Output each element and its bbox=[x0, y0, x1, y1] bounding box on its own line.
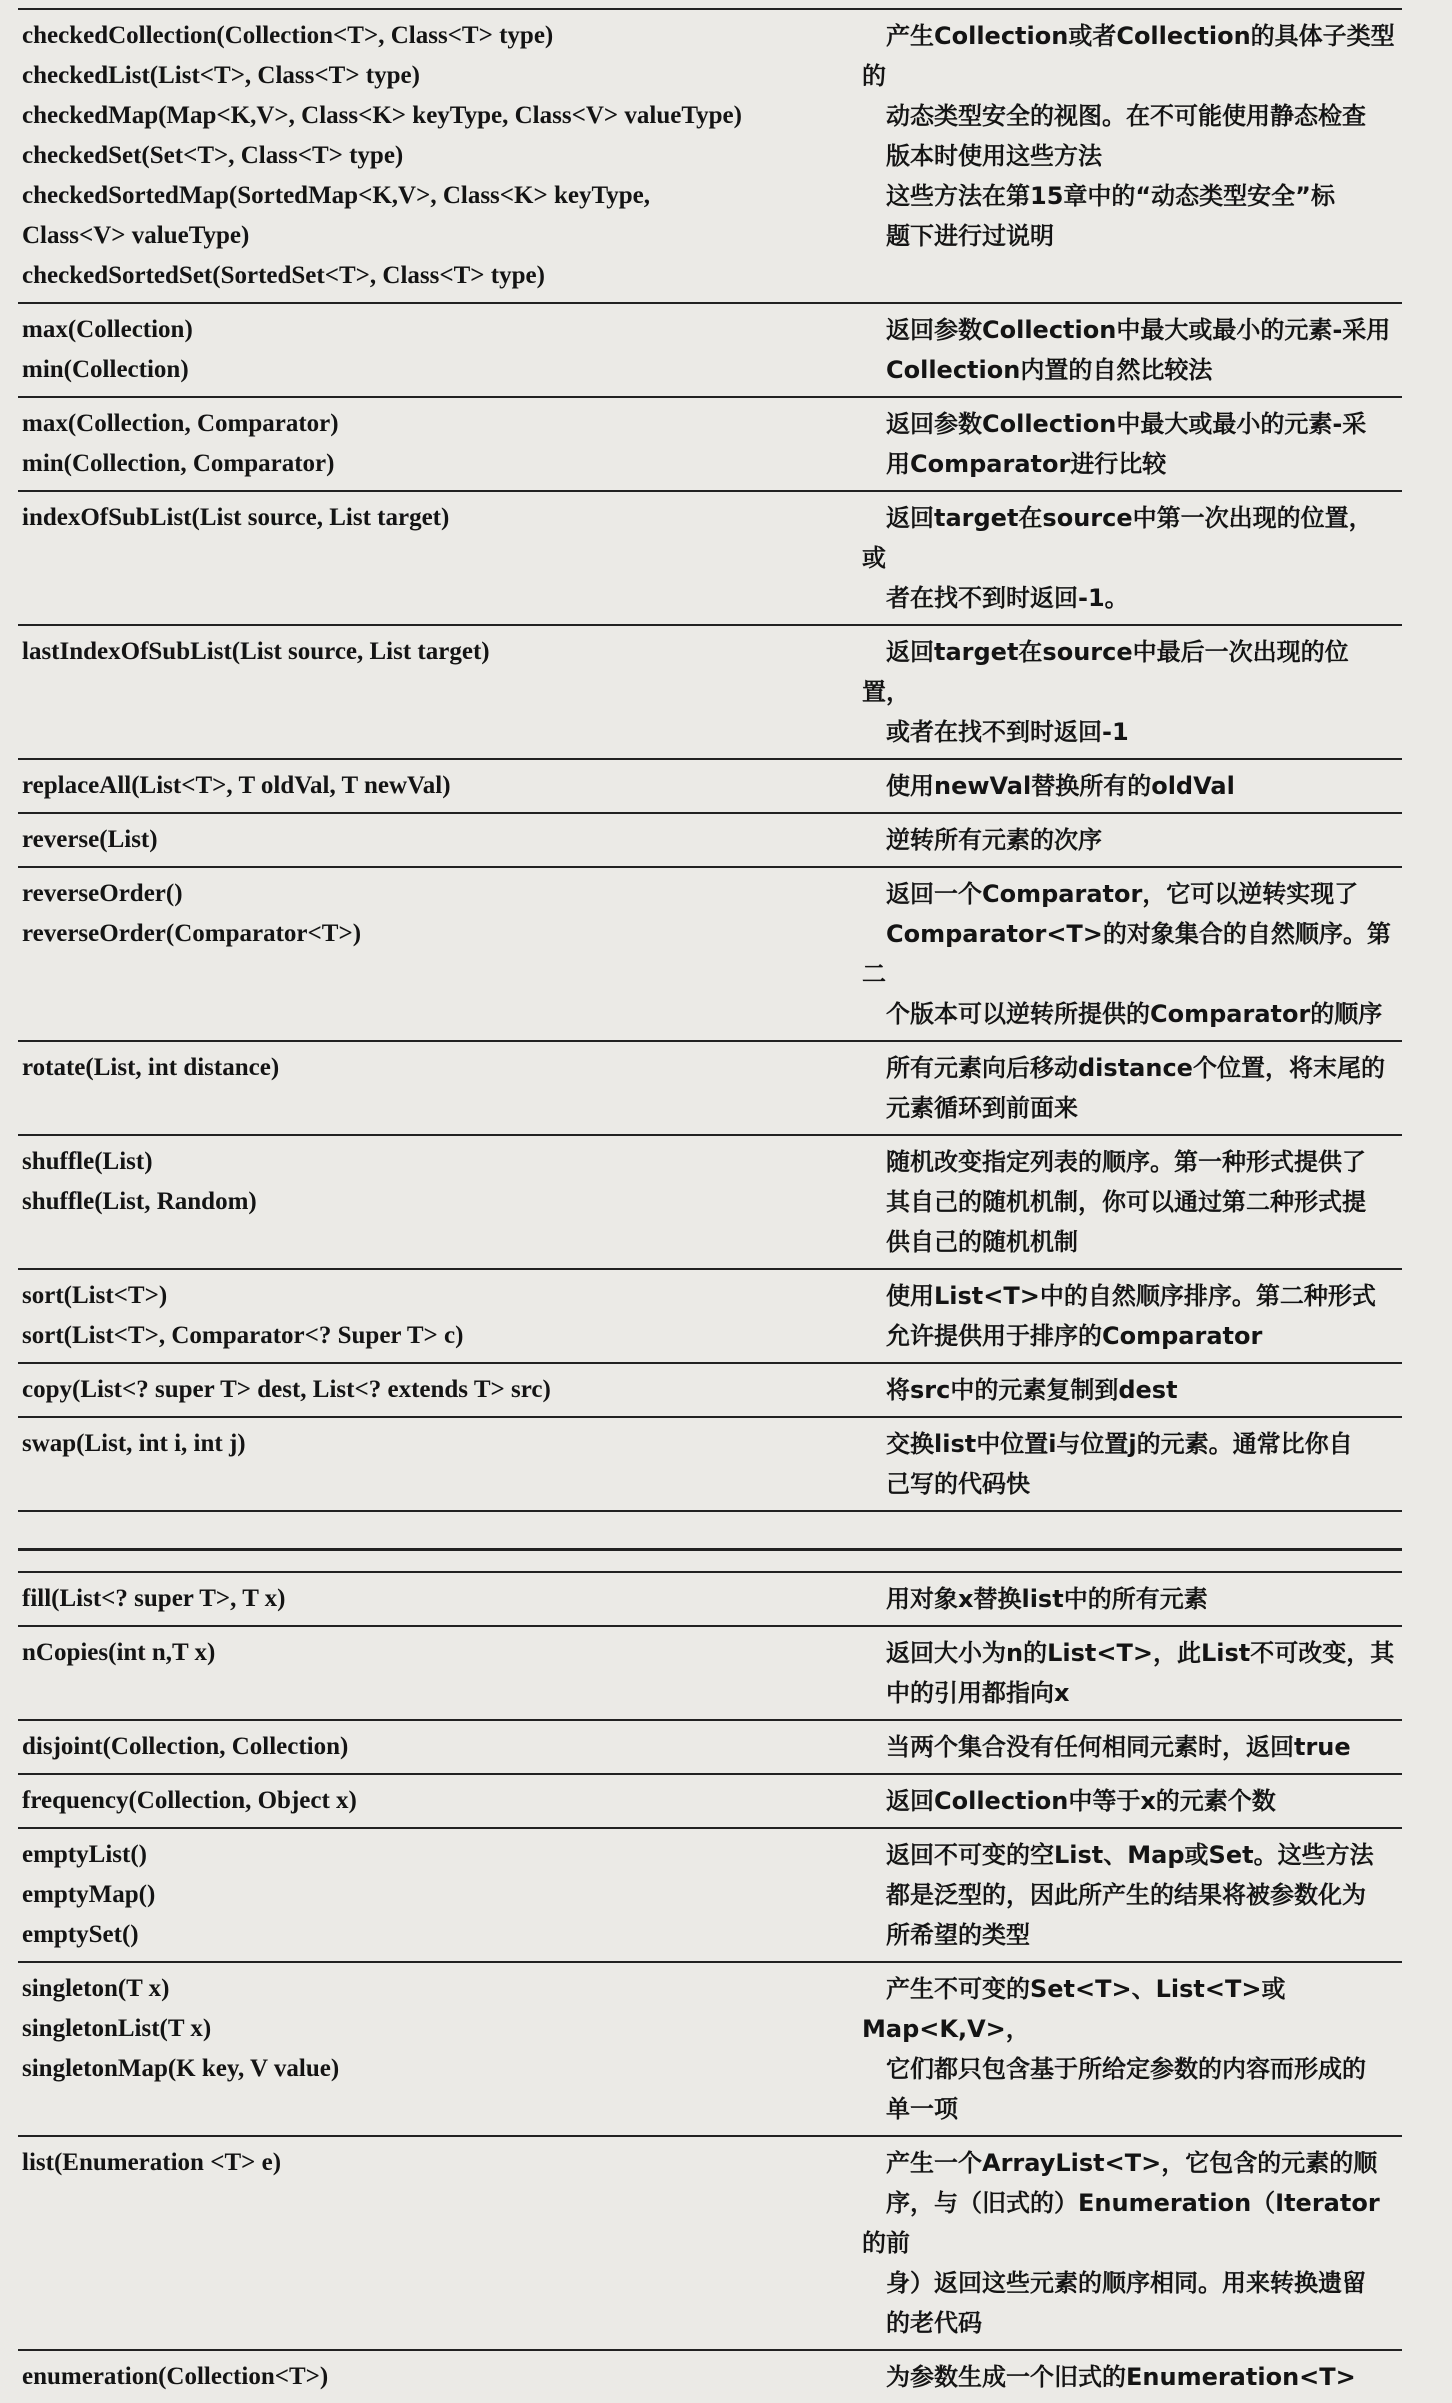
document-page bbox=[0, 8, 1452, 2391]
method-signature: singletonMap(K key, V value) bbox=[22, 2055, 340, 2082]
method-signature: min(Collection, Comparator) bbox=[22, 450, 335, 477]
description-line: 或者在找不到时返回-1 bbox=[886, 718, 1129, 746]
table-row bbox=[18, 868, 1402, 1042]
method-signature: reverse(List) bbox=[22, 826, 158, 853]
description-line: 供自己的随机机制 bbox=[886, 1228, 1078, 1256]
description-line: 返回不可变的空List、Map或Set。这些方法 bbox=[886, 1841, 1374, 1869]
method-signature: checkedCollection(Collection<T>, Class<T> type) bbox=[22, 22, 554, 49]
method-cell bbox=[18, 874, 862, 954]
method-cell bbox=[18, 404, 862, 484]
table-row bbox=[18, 1721, 1402, 1775]
method-signature: reverseOrder(Comparator<T>) bbox=[22, 920, 362, 947]
method-cell bbox=[18, 310, 862, 390]
description-line: 用Comparator进行比较 bbox=[886, 450, 1167, 478]
method-signature: checkedSortedSet(SortedSet<T>, Class<T> type) bbox=[22, 262, 545, 289]
description-line: 返回target在source中最后一次出现的位置， bbox=[862, 638, 1349, 706]
description-cell bbox=[862, 2357, 1402, 2397]
method-signature: frequency(Collection, Object x) bbox=[22, 1787, 357, 1814]
method-signature: singletonList(T x) bbox=[22, 2015, 212, 2042]
description-line: 己写的代码快 bbox=[886, 1470, 1030, 1498]
description-cell bbox=[862, 1835, 1402, 1955]
method-signature: min(Collection) bbox=[22, 356, 189, 383]
description-line: 随机改变指定列表的顺序。第一种形式提供了 bbox=[886, 1148, 1366, 1176]
description-line: 当两个集合没有任何相同元素时，返回true bbox=[886, 1733, 1351, 1761]
method-signature: lastIndexOfSubList(List source, List target) bbox=[22, 638, 490, 665]
method-signature: sort(List<T>) bbox=[22, 1282, 168, 1309]
method-cell bbox=[18, 820, 862, 860]
methods-table-1 bbox=[18, 10, 1402, 1512]
double-rule bbox=[18, 1548, 1402, 1571]
method-signature: sort(List<T>, Comparator<? Super T> c) bbox=[22, 1322, 464, 1349]
method-cell bbox=[18, 498, 862, 538]
method-signature: emptyMap() bbox=[22, 1881, 156, 1908]
description-line: Collection内置的自然比较法 bbox=[886, 356, 1213, 384]
description-cell bbox=[862, 1579, 1402, 1619]
method-signature: emptySet() bbox=[22, 1921, 139, 1948]
description-cell bbox=[862, 1633, 1402, 1713]
method-signature: replaceAll(List<T>, T oldVal, T newVal) bbox=[22, 772, 451, 799]
method-cell bbox=[18, 1969, 862, 2089]
table-row bbox=[18, 1042, 1402, 1136]
method-cell bbox=[18, 1142, 862, 1222]
method-signature: fill(List<? super T>, T x) bbox=[22, 1585, 286, 1612]
method-signature: checkedMap(Map<K,V>, Class<K> keyType, Class<V> valueType) bbox=[22, 102, 742, 129]
table-row bbox=[18, 760, 1402, 814]
description-line: 交换list中位置i与位置j的元素。通常比你自 bbox=[886, 1430, 1353, 1458]
table-row bbox=[18, 1627, 1402, 1721]
table-row bbox=[18, 2351, 1402, 2403]
description-line: 产生不可变的Set<T>、List<T>或Map<K,V>， bbox=[862, 1975, 1286, 2043]
description-line: 返回Collection中等于x的元素个数 bbox=[886, 1787, 1276, 1815]
method-signature: emptyList() bbox=[22, 1841, 147, 1868]
description-line: 产生一个ArrayList<T>，它包含的元素的顺 bbox=[886, 2149, 1378, 2177]
description-cell bbox=[862, 1370, 1402, 1410]
method-cell bbox=[18, 1835, 862, 1955]
description-line: 返回大小为n的List<T>，此List不可改变，其 bbox=[886, 1639, 1395, 1667]
method-cell bbox=[18, 16, 862, 296]
table-row bbox=[18, 1829, 1402, 1963]
description-cell bbox=[862, 310, 1402, 390]
method-signature: reverseOrder() bbox=[22, 880, 183, 907]
description-cell bbox=[862, 820, 1402, 860]
method-signature: disjoint(Collection, Collection) bbox=[22, 1733, 349, 1760]
method-signature: shuffle(List, Random) bbox=[22, 1188, 257, 1215]
table-row bbox=[18, 1364, 1402, 1418]
description-line: 版本时使用这些方法 bbox=[886, 142, 1102, 170]
description-line: 所希望的类型 bbox=[886, 1921, 1030, 1949]
method-signature: swap(List, int i, int j) bbox=[22, 1430, 246, 1457]
table-row bbox=[18, 304, 1402, 398]
description-line: 返回一个Comparator，它可以逆转实现了 bbox=[886, 880, 1359, 908]
table-row bbox=[18, 2137, 1402, 2351]
description-line: 者在找不到时返回-1。 bbox=[886, 584, 1129, 612]
description-line: 返回target在source中第一次出现的位置，或 bbox=[862, 504, 1373, 572]
method-signature: copy(List<? super T> dest, List<? extends T> src) bbox=[22, 1376, 551, 1403]
method-cell bbox=[18, 1633, 862, 1673]
description-cell bbox=[862, 1276, 1402, 1356]
table-row bbox=[18, 1573, 1402, 1627]
method-signature: singleton(T x) bbox=[22, 1975, 170, 2002]
method-signature: list(Enumeration <T> e) bbox=[22, 2149, 282, 2176]
description-line: 都是泛型的，因此所产生的结果将被参数化为 bbox=[886, 1881, 1366, 1909]
description-cell bbox=[862, 16, 1402, 256]
method-cell bbox=[18, 2357, 862, 2397]
description-cell bbox=[862, 1142, 1402, 1262]
method-cell bbox=[18, 1276, 862, 1356]
method-cell bbox=[18, 1781, 862, 1821]
method-signature: nCopies(int n,T x) bbox=[22, 1639, 216, 1666]
method-signature: Class<V> valueType) bbox=[22, 222, 250, 249]
method-cell bbox=[18, 632, 862, 672]
description-line: 身）返回这些元素的顺序相同。用来转换遗留 bbox=[886, 2269, 1366, 2297]
description-line: 序，与（旧式的）Enumeration（Iterator的前 bbox=[862, 2189, 1380, 2257]
methods-table-2 bbox=[18, 1573, 1402, 2403]
table-row bbox=[18, 1963, 1402, 2137]
section-gap bbox=[18, 1512, 1402, 1548]
description-line: 使用List<T>中的自然顺序排序。第二种形式 bbox=[886, 1282, 1376, 1310]
description-line: 它们都只包含基于所给定参数的内容而形成的 bbox=[886, 2055, 1366, 2083]
description-line: 返回参数Collection中最大或最小的元素-采用 bbox=[886, 316, 1391, 344]
description-line: 个版本可以逆转所提供的Comparator的顺序 bbox=[886, 1000, 1383, 1028]
method-cell bbox=[18, 2143, 862, 2183]
description-line: 产生Collection或者Collection的具体子类型的 bbox=[862, 22, 1395, 90]
method-cell bbox=[18, 1579, 862, 1619]
description-cell bbox=[862, 632, 1402, 752]
method-signature: max(Collection, Comparator) bbox=[22, 410, 339, 437]
method-cell bbox=[18, 1370, 862, 1410]
description-cell bbox=[862, 498, 1402, 618]
description-line: 使用newVal替换所有的oldVal bbox=[886, 772, 1235, 800]
description-cell bbox=[862, 404, 1402, 484]
table-row bbox=[18, 10, 1402, 304]
description-line: Comparator<T>的对象集合的自然顺序。第二 bbox=[862, 920, 1391, 988]
description-cell bbox=[862, 1424, 1402, 1504]
method-cell bbox=[18, 1048, 862, 1088]
method-signature: checkedSet(Set<T>, Class<T> type) bbox=[22, 142, 404, 169]
description-line: 允许提供用于排序的Comparator bbox=[886, 1322, 1263, 1350]
table-row bbox=[18, 492, 1402, 626]
description-line: 这些方法在第15章中的“动态类型安全”标 bbox=[886, 182, 1335, 210]
table-row bbox=[18, 1418, 1402, 1512]
table-row bbox=[18, 1270, 1402, 1364]
method-cell bbox=[18, 1424, 862, 1464]
method-signature: rotate(List, int distance) bbox=[22, 1054, 280, 1081]
description-cell bbox=[862, 2143, 1402, 2343]
description-line: 的老代码 bbox=[886, 2309, 982, 2337]
description-cell bbox=[862, 874, 1402, 1034]
description-cell bbox=[862, 766, 1402, 806]
description-line: 中的引用都指向x bbox=[886, 1679, 1070, 1707]
description-line: 题下进行过说明 bbox=[886, 222, 1054, 250]
description-cell bbox=[862, 1048, 1402, 1128]
table-row bbox=[18, 626, 1402, 760]
method-signature: checkedList(List<T>, Class<T> type) bbox=[22, 62, 420, 89]
description-line: 为参数生成一个旧式的Enumeration<T> bbox=[886, 2363, 1356, 2391]
method-cell bbox=[18, 766, 862, 806]
method-cell bbox=[18, 1727, 862, 1767]
description-line: 所有元素向后移动distance个位置，将末尾的 bbox=[886, 1054, 1385, 1082]
description-line: 动态类型安全的视图。在不可能使用静态检查 bbox=[886, 102, 1366, 130]
table-row bbox=[18, 814, 1402, 868]
description-cell bbox=[862, 1727, 1402, 1767]
description-cell bbox=[862, 1969, 1402, 2129]
description-line: 元素循环到前面来 bbox=[886, 1094, 1078, 1122]
description-line: 将src中的元素复制到dest bbox=[886, 1376, 1178, 1404]
description-line: 单一项 bbox=[886, 2095, 958, 2123]
description-cell bbox=[862, 1781, 1402, 1821]
method-signature: shuffle(List) bbox=[22, 1148, 153, 1175]
method-signature: enumeration(Collection<T>) bbox=[22, 2363, 329, 2390]
method-signature: indexOfSubList(List source, List target) bbox=[22, 504, 450, 531]
description-line: 其自己的随机机制，你可以通过第二种形式提 bbox=[886, 1188, 1366, 1216]
method-signature: checkedSortedMap(SortedMap<K,V>, Class<K> keyType, bbox=[22, 182, 651, 209]
table-row bbox=[18, 1775, 1402, 1829]
description-line: 用对象x替换list中的所有元素 bbox=[886, 1585, 1208, 1613]
description-line: 返回参数Collection中最大或最小的元素-采 bbox=[886, 410, 1367, 438]
table-row bbox=[18, 398, 1402, 492]
table-row bbox=[18, 1136, 1402, 1270]
description-line: 逆转所有元素的次序 bbox=[886, 826, 1102, 854]
method-signature: max(Collection) bbox=[22, 316, 193, 343]
